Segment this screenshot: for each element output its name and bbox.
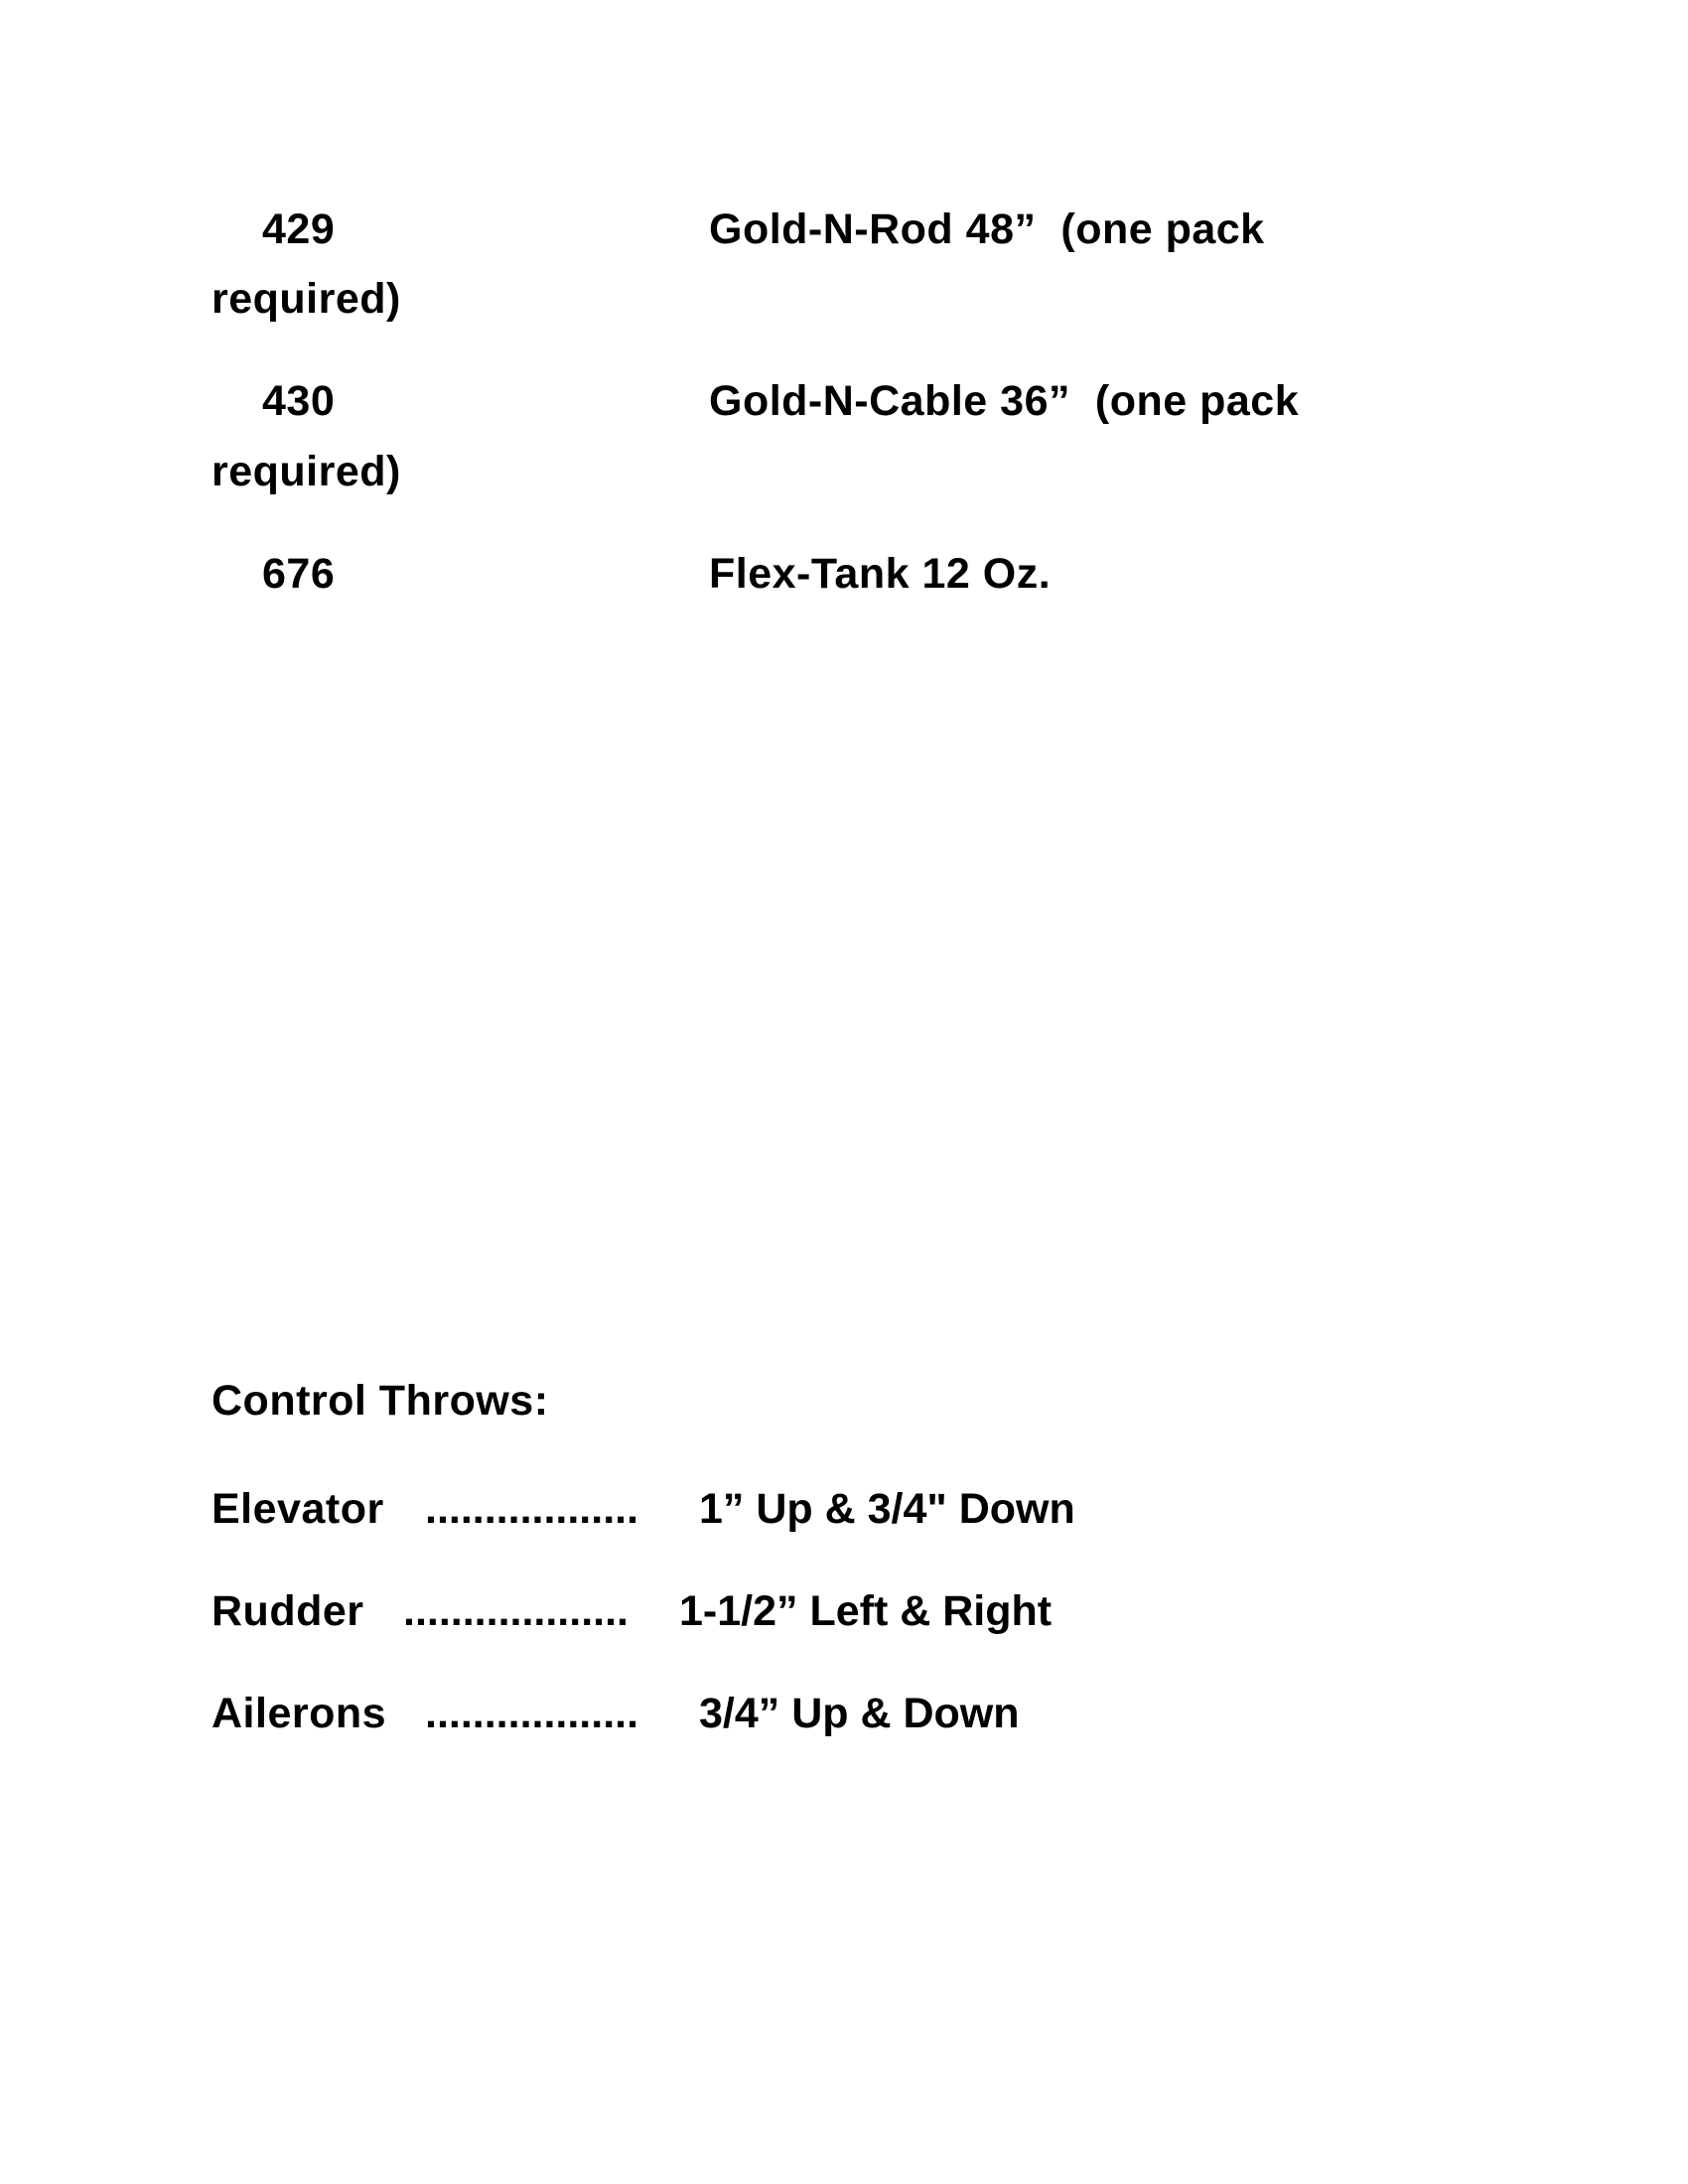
part-number: 430 <box>262 377 336 425</box>
section-heading: Control Throws: <box>211 1377 549 1425</box>
dot-leader: .................. <box>425 1690 639 1737</box>
part-description: Gold-N-Cable 36” (one pack <box>709 377 1300 425</box>
part-description: Flex-Tank 12 Oz. <box>709 550 1052 598</box>
part-description-continued: required) <box>211 448 401 495</box>
throw-value: 1” Up & 3/4" Down <box>699 1485 1075 1533</box>
throw-surface-label: Elevator <box>211 1485 384 1533</box>
dot-leader: ................... <box>403 1587 629 1635</box>
part-number: 676 <box>262 550 336 598</box>
throw-value: 3/4” Up & Down <box>699 1690 1020 1737</box>
part-description: Gold-N-Rod 48” (one pack <box>709 205 1265 253</box>
part-description-continued: required) <box>211 275 401 323</box>
throw-surface-label: Ailerons <box>211 1690 387 1737</box>
dot-leader: .................. <box>425 1485 639 1533</box>
part-number: 429 <box>262 205 336 253</box>
throw-value: 1-1/2” Left & Right <box>679 1587 1053 1635</box>
throw-surface-label: Rudder <box>211 1587 364 1635</box>
